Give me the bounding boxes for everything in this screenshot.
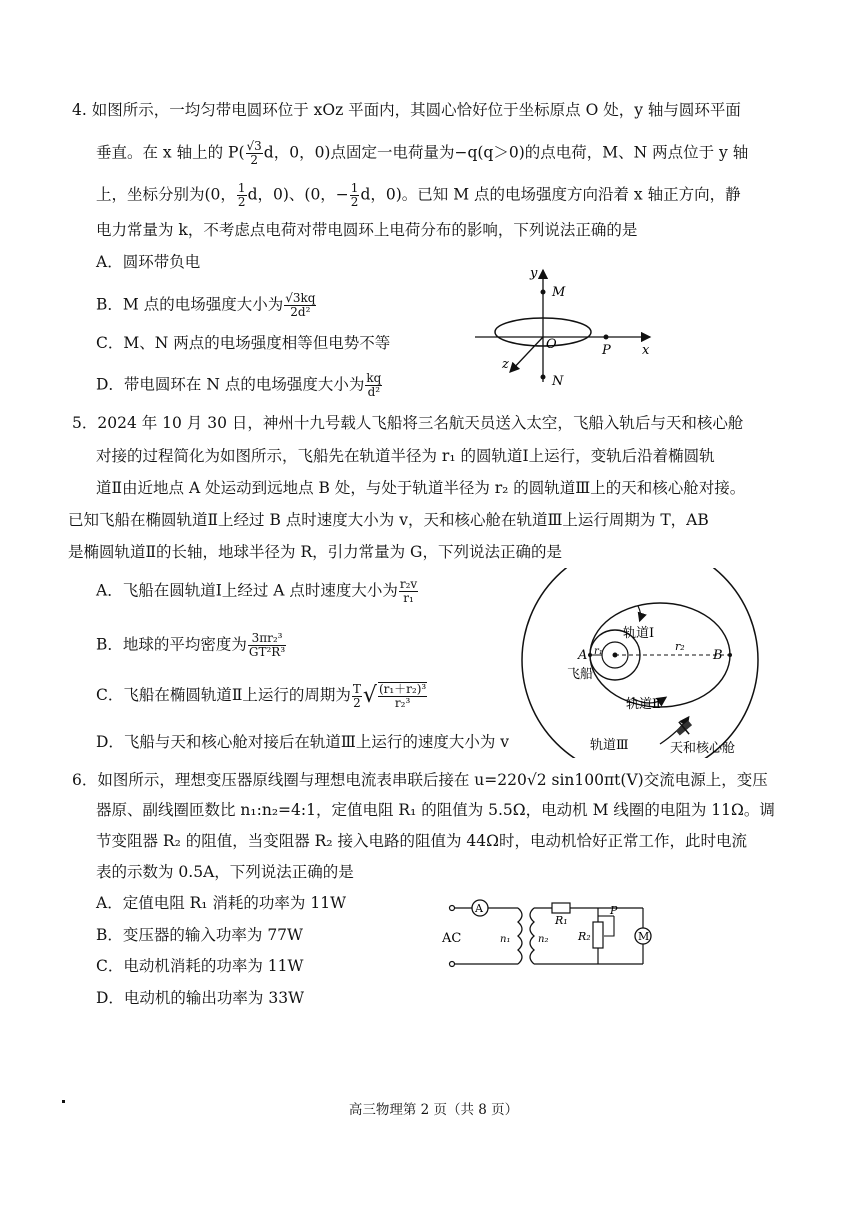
q5-option-b-fraction bbox=[248, 632, 286, 659]
r1-label: R₁ bbox=[555, 914, 568, 927]
q5-stem-line3: 道Ⅱ由近地点 A 处运动到远地点 B 处，与处于轨道半径为 r₂ 的圆轨道Ⅲ上的天和核心舱对接。 bbox=[96, 479, 746, 497]
q4-option-b[interactable] bbox=[96, 292, 317, 319]
point-n bbox=[541, 375, 546, 380]
p-label: P bbox=[610, 904, 618, 917]
resistor-r1 bbox=[552, 903, 570, 913]
label-ship: 飞船 bbox=[567, 667, 594, 682]
q4-stem-line3-a: 上，坐标分别为(0， bbox=[96, 185, 236, 204]
q5-option-b-text: B．地球的平均密度为 bbox=[96, 635, 247, 654]
q5-option-d[interactable]: D．飞船与天和核心舱对接后在轨道Ⅲ上运行的速度大小为 v bbox=[96, 733, 510, 751]
q5-option-c-fraction bbox=[352, 683, 362, 710]
terminal-bottom bbox=[450, 962, 455, 967]
label-m: M bbox=[552, 285, 566, 300]
label-orbit-3: 轨道Ⅲ bbox=[590, 738, 629, 753]
rheostat-r2 bbox=[593, 922, 603, 948]
z-axis bbox=[510, 337, 543, 372]
q5-option-b[interactable] bbox=[96, 632, 287, 659]
q4-stem-line3 bbox=[96, 182, 741, 209]
label-b: B bbox=[713, 648, 723, 663]
q5-option-c-text: C．飞船在椭圆轨道Ⅱ上运行的周期为 bbox=[96, 686, 351, 704]
label-station: 天和核心舱 bbox=[670, 741, 736, 756]
q6-option-b[interactable]: B．变压器的输入功率为 77W bbox=[96, 926, 303, 944]
q4-option-d-fraction bbox=[365, 372, 382, 399]
q5-orbit-figure bbox=[510, 568, 780, 758]
q4-option-c[interactable]: C．M、N 两点的电场强度相等但电势不等 bbox=[96, 334, 391, 352]
orbit-3-circle bbox=[522, 568, 758, 758]
ac-label: AC bbox=[442, 931, 462, 946]
motor-label: M bbox=[638, 930, 650, 943]
q6-stem-line4: 表的示数为 0.5A，下列说法正确的是 bbox=[96, 863, 354, 881]
q4-stem-line2-a: 垂直。在 x 轴上的 P( bbox=[96, 143, 245, 162]
frac-numerator: √3kq bbox=[285, 291, 316, 305]
q6-stem-line3: 节变阻器 R₂ 的阻值，当变阻器 R₂ 接入电路的阻值为 44Ω时，电动机恰好正常工作，此时电流 bbox=[96, 832, 747, 850]
orbit-1-direction-arrow bbox=[638, 606, 641, 620]
q6-stem-line2: 器原、副线圈匝数比 n₁:n₂=4:1，定值电阻 R₁ 的阻值为 5.5Ω，电动机 M 线圈的电阻为 11Ω。调 bbox=[96, 801, 775, 819]
label-orbit-1: 轨道Ⅰ bbox=[623, 626, 655, 641]
frac-denominator: 2 bbox=[353, 695, 361, 710]
q5-stem-line4: 已知飞船在椭圆轨道Ⅱ上经过 B 点时速度大小为 v，天和核心舱在轨道Ⅲ上运行周期为 T，AB bbox=[68, 511, 709, 529]
q4-option-d-text: D．带电圆环在 N 点的电场强度大小为 bbox=[96, 375, 365, 394]
q5-stem-line5: 是椭圆轨道Ⅱ的长轴，地球半径为 R，引力常量为 G，下列说法正确的是 bbox=[68, 543, 562, 561]
q4-option-a[interactable]: A．圆环带负电 bbox=[96, 253, 201, 271]
frac-numerator: 1 bbox=[237, 181, 246, 195]
label-orbit-2: 轨道Ⅱ bbox=[626, 697, 661, 712]
q6-stem-line1: 6．如图所示，理想变压器原线圈与理想电流表串联后接在 u=220√2 sin100πt(V)交流电源上，变压 bbox=[72, 771, 768, 789]
frac-numerator: kq bbox=[366, 371, 382, 385]
q5-option-a-text: A．飞船在圆轨道Ⅰ上经过 A 点时速度大小为 bbox=[96, 581, 398, 600]
point-p bbox=[604, 335, 609, 340]
q4-stem-line2 bbox=[96, 140, 748, 167]
label-x: x bbox=[642, 343, 650, 358]
label-a: A bbox=[578, 648, 588, 663]
q4-option-b-text: B．M 点的电场强度大小为 bbox=[96, 295, 284, 314]
frac-denominator: r₁ bbox=[403, 591, 414, 605]
q4-m-fraction bbox=[237, 182, 247, 209]
frac-numerator: r₂v bbox=[399, 577, 418, 591]
label-r2: r₂ bbox=[675, 640, 685, 653]
q5-option-c-root-fraction bbox=[378, 682, 427, 710]
q6-circuit-figure bbox=[438, 892, 668, 972]
label-o: O bbox=[546, 337, 557, 352]
frac-numerator: T bbox=[352, 681, 361, 696]
label-z: z bbox=[502, 357, 509, 372]
q6-option-a[interactable]: A．定值电阻 R₁ 消耗的功率为 11W bbox=[96, 894, 347, 912]
label-n: N bbox=[552, 374, 564, 389]
q6-option-c[interactable]: C．电动机消耗的功率为 11W bbox=[96, 957, 304, 975]
q4-stem-line3-c: d，0)。已知 M 点的电场强度方向沿着 x 轴正方向，静 bbox=[360, 185, 741, 204]
terminal-top bbox=[450, 906, 455, 911]
frac-denominator: 2d² bbox=[290, 305, 311, 319]
frac-denominator: 2 bbox=[350, 195, 359, 209]
page-footer: 高三物理第 2 页（共 8 页） bbox=[348, 1102, 519, 1118]
q4-ring-figure bbox=[470, 262, 660, 392]
q5-option-c[interactable] bbox=[96, 682, 428, 710]
r2-label: R₂ bbox=[578, 930, 591, 943]
q5-option-a-fraction bbox=[399, 578, 418, 605]
q4-point-p-fraction bbox=[246, 140, 263, 167]
q6-option-d[interactable]: D．电动机的输出功率为 33W bbox=[96, 989, 305, 1007]
station-icon bbox=[673, 717, 696, 740]
point-b bbox=[728, 653, 732, 657]
frac-numerator: 1 bbox=[350, 181, 359, 195]
label-y: y bbox=[530, 266, 538, 281]
label-r1: r₁ bbox=[594, 646, 603, 657]
frac-numerator: (r₁＋r₂)³ bbox=[378, 682, 427, 696]
n1-label: n₁ bbox=[500, 934, 511, 945]
q5-stem-line2: 对接的过程简化为如图所示，飞船先在轨道半径为 r₁ 的圆轨道Ⅰ上运行，变轨后沿着椭圆轨 bbox=[96, 447, 715, 465]
frac-denominator: GT²R³ bbox=[248, 645, 286, 659]
q4-stem-line3-b: d，0)、(0，− bbox=[247, 185, 349, 204]
secondary-coil bbox=[530, 908, 534, 964]
frac-numerator: √3 bbox=[246, 139, 262, 153]
frac-numerator: 3πr₂³ bbox=[248, 632, 286, 646]
q4-n-fraction bbox=[350, 182, 360, 209]
q4-stem-line1: 4. 如图所示，一均匀带电圆环位于 xOz 平面内，其圆心恰好位于坐标原点 O 处，y 轴与圆环平面 bbox=[72, 101, 741, 119]
q4-option-d[interactable] bbox=[96, 372, 383, 399]
slider-p bbox=[604, 916, 614, 936]
q4-option-b-fraction bbox=[284, 292, 316, 319]
q4-stem-line2-b: d，0，0)点固定一电荷量为−q(q＞0)的点电荷，M、N 两点位于 y 轴 bbox=[263, 143, 749, 162]
ammeter-label: A bbox=[475, 902, 483, 915]
point-m bbox=[541, 290, 546, 295]
n2-label: n₂ bbox=[538, 934, 549, 945]
frac-denominator: d² bbox=[367, 385, 381, 399]
label-p: P bbox=[602, 343, 611, 358]
point-a bbox=[588, 653, 592, 657]
sqrt-sign: √ bbox=[362, 683, 377, 708]
q4-stem-line4: 电力常量为 k，不考虑点电荷对带电圆环上电荷分布的影响，下列说法正确的是 bbox=[96, 221, 638, 239]
frac-denominator: 2 bbox=[237, 195, 246, 209]
primary-coil bbox=[518, 908, 522, 964]
frac-denominator: 2 bbox=[250, 153, 258, 167]
frac-denominator: r₂³ bbox=[394, 696, 411, 710]
q5-stem-line1: 5．2024 年 10 月 30 日，神州十九号载人飞船将三名航天员送入太空，飞船入轨后与天和核心舱 bbox=[72, 414, 744, 432]
q5-option-a[interactable] bbox=[96, 578, 419, 605]
